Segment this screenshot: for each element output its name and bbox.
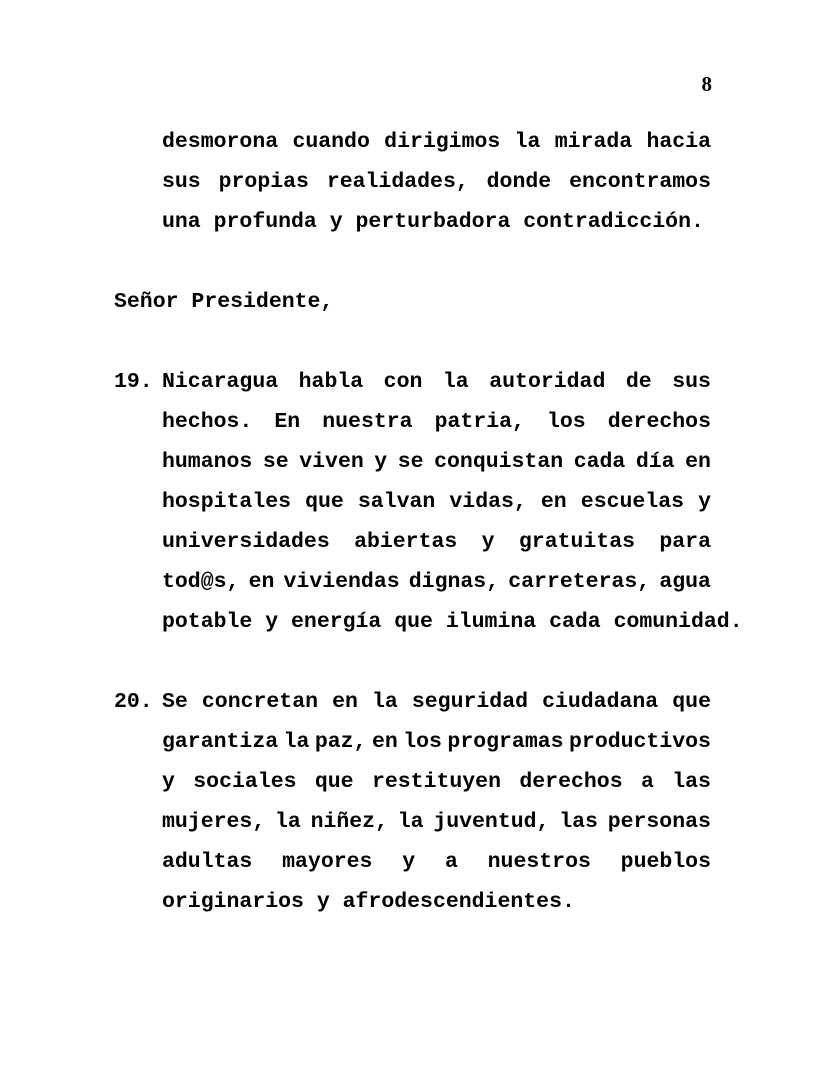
- text-line: [114, 610, 743, 650]
- word: potable y energía que ilumina cada comunidad.: [162, 610, 743, 634]
- word: En: [274, 410, 301, 434]
- text-line: [114, 730, 711, 770]
- word: día: [635, 450, 675, 474]
- text-line: [114, 890, 711, 930]
- list-marker: 20.: [114, 690, 153, 714]
- word: con: [383, 370, 423, 394]
- word: la: [442, 370, 469, 394]
- line-text: [162, 810, 711, 834]
- word: viven: [299, 450, 364, 474]
- text-line: [114, 770, 711, 810]
- word: las: [672, 770, 711, 794]
- word: hechos.: [162, 410, 253, 434]
- line-text: [162, 210, 711, 234]
- paragraph-item-19: [114, 370, 743, 650]
- word: hacia: [646, 130, 711, 154]
- word: gratuitas: [518, 530, 636, 554]
- word: nuestros: [487, 850, 591, 874]
- line-text: [114, 290, 711, 314]
- word: salvan: [357, 490, 436, 514]
- line-text: [162, 690, 711, 714]
- word: en: [685, 450, 711, 474]
- text-line: [114, 290, 711, 330]
- line-text: [162, 890, 711, 914]
- word: sociales: [193, 770, 297, 794]
- paragraph-item-20: [114, 690, 711, 930]
- word: tod@s,: [162, 570, 240, 594]
- word: de: [625, 370, 652, 394]
- word: donde: [486, 170, 552, 194]
- line-text: [162, 130, 711, 154]
- word: adultas: [162, 850, 253, 874]
- word: garantiza: [162, 730, 279, 754]
- line-text: [162, 450, 711, 474]
- page-number: 8: [701, 72, 712, 96]
- text-line: [114, 210, 711, 250]
- line-text: [162, 170, 711, 194]
- word: Señor Presidente,: [114, 290, 334, 314]
- word: a: [640, 770, 654, 794]
- word: en: [332, 690, 358, 714]
- word: en: [540, 490, 567, 514]
- word: paz,: [314, 730, 367, 754]
- word: una profunda y perturbadora contradicción.: [162, 210, 704, 234]
- word: la: [274, 810, 301, 834]
- word: encontramos: [569, 170, 711, 194]
- word: y: [698, 490, 711, 514]
- word: y: [374, 450, 388, 474]
- text-line: [114, 370, 711, 410]
- word: derechos: [607, 410, 711, 434]
- line-text: [162, 610, 743, 634]
- word: pueblos: [620, 850, 711, 874]
- word: Nicaragua: [162, 370, 279, 394]
- word: que: [672, 690, 711, 714]
- word: la: [514, 130, 541, 154]
- text-line: [114, 570, 711, 610]
- word: la: [371, 690, 398, 714]
- word: realidades,: [326, 170, 469, 194]
- word: vidas,: [449, 490, 527, 514]
- word: juventud,: [433, 810, 550, 834]
- word: restituyen: [371, 770, 501, 794]
- word: habla: [298, 370, 364, 394]
- word: niñez,: [310, 810, 388, 834]
- line-text: [162, 570, 711, 594]
- word: derechos: [519, 770, 623, 794]
- word: hospitales: [162, 490, 292, 514]
- word: en: [371, 730, 398, 754]
- word: la: [397, 810, 424, 834]
- text-line: [114, 410, 711, 450]
- word: carreteras,: [508, 570, 651, 594]
- line-text: [162, 370, 711, 394]
- word: que: [314, 770, 354, 794]
- word: para: [659, 530, 711, 554]
- word: abiertas: [354, 530, 458, 554]
- line-text: [162, 730, 711, 754]
- word: patria,: [434, 410, 525, 434]
- word: programas: [447, 730, 564, 754]
- word: que: [305, 490, 344, 514]
- word: originarios y afrodescendientes.: [162, 890, 575, 914]
- word: seguridad: [411, 690, 528, 714]
- word: ciudadana: [542, 690, 659, 714]
- word: sus: [162, 170, 201, 194]
- word: autoridad: [489, 370, 606, 394]
- word: concretan: [201, 690, 319, 714]
- text-line: [114, 530, 711, 570]
- paragraph-salutation: [114, 290, 711, 330]
- line-text: [162, 850, 711, 874]
- word: dirigimos: [384, 130, 501, 154]
- paragraph-continuation-paragraph: [114, 130, 711, 250]
- list-marker: 19.: [114, 370, 153, 394]
- word: conquistan: [434, 450, 564, 474]
- word: humanos: [162, 450, 253, 474]
- line-text: [162, 530, 711, 554]
- text-line: [114, 850, 711, 890]
- word: la: [283, 730, 310, 754]
- text-line: [114, 170, 711, 210]
- word: mayores: [282, 850, 373, 874]
- word: se: [262, 450, 289, 474]
- document-body: [114, 130, 743, 930]
- word: los: [546, 410, 586, 434]
- word: en: [248, 570, 275, 594]
- word: desmorona: [162, 130, 279, 154]
- word: cuando: [292, 130, 370, 154]
- word: escuelas: [580, 490, 685, 514]
- line-text: [162, 490, 711, 514]
- word: cada: [573, 450, 626, 474]
- word: las: [559, 810, 598, 834]
- word: sus: [672, 370, 711, 394]
- word: dignas,: [408, 570, 500, 594]
- word: personas: [607, 810, 711, 834]
- word: mirada: [554, 130, 633, 154]
- word: Se: [162, 690, 188, 714]
- word: y: [162, 770, 175, 794]
- word: nuestra: [322, 410, 413, 434]
- word: viviendas: [283, 570, 400, 594]
- text-line: [114, 690, 711, 730]
- word: se: [397, 450, 424, 474]
- word: y: [402, 850, 416, 874]
- word: a: [444, 850, 458, 874]
- text-line: [114, 490, 711, 530]
- text-line: [114, 810, 711, 850]
- word: agua: [659, 570, 711, 594]
- word: universidades: [162, 530, 330, 554]
- word: mujeres,: [162, 810, 266, 834]
- word: los: [403, 730, 442, 754]
- line-text: [162, 410, 711, 434]
- line-text: [162, 770, 711, 794]
- word: y: [481, 530, 495, 554]
- text-line: [114, 130, 711, 170]
- word: propias: [218, 170, 309, 194]
- text-line: [114, 450, 711, 490]
- word: productivos: [569, 730, 711, 754]
